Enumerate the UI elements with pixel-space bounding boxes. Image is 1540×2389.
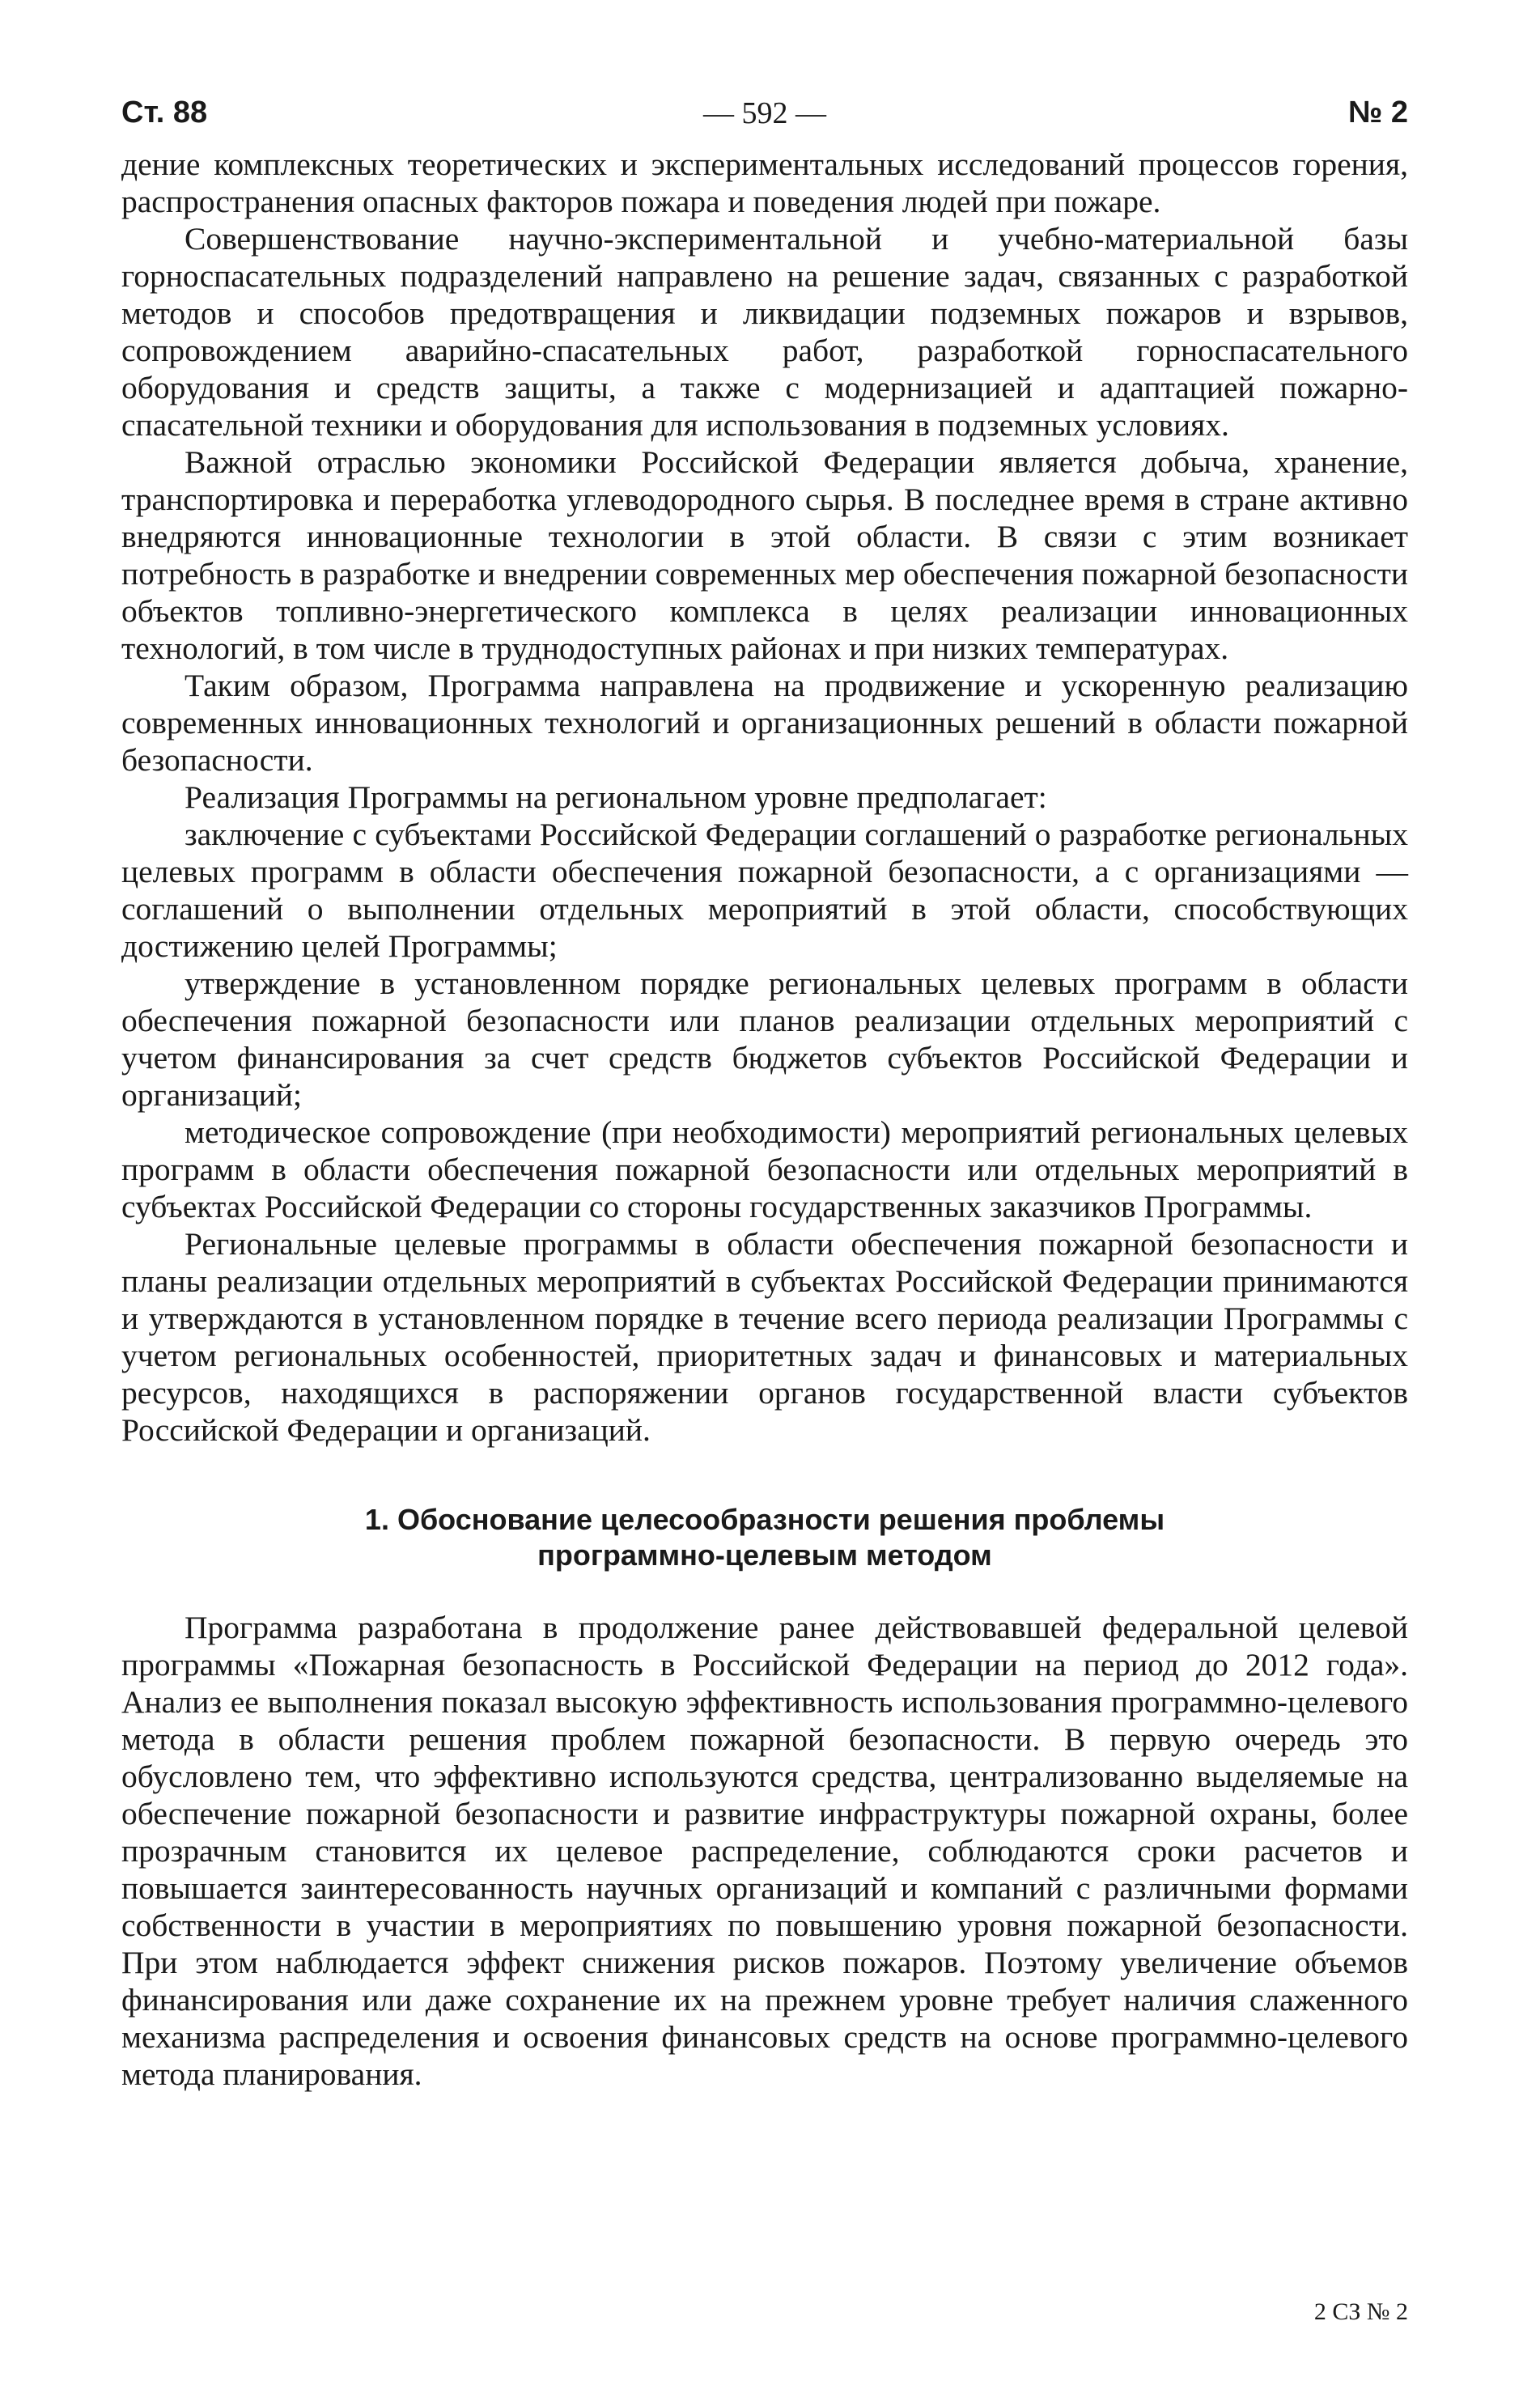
paragraph: дение комплексных теоретических и экспериментальных исследований процессов горения, распространения опасных факторов пожара и поведения людей при пожаре.	[121, 146, 1408, 219]
paragraph: Региональные целевые программы в области обеспечения пожарной безопасности и планы реализации отдельных мероприятий в субъектах Российской Федерации принимаются и утверждаются в установленном порядке в течение всего периода реализации Программы с учетом региональных особенностей, приоритетных задач и финансовых и материальных ресурсов, находящихся в распоряжении органов государственной власти субъектов Российской Федерации и организаций.	[121, 1226, 1408, 1448]
paragraph: Таким образом, Программа направлена на продвижение и ускоренную реализацию современных инновационных технологий и организационных решений в области пожарной безопасности.	[121, 668, 1408, 778]
body-text-top	[121, 146, 1408, 1449]
paragraph: Важной отраслью экономики Российской Федерации является добыча, хранение, транспортировка и переработка углеводородного сырья. В последнее время в стране активно внедряются инновационные технологии в этой области. В связи с этим возникает потребность в разработке и внедрении современных мер обеспечения пожарной безопасности объектов топливно-энергетического комплекса в целях реализации инновационных технологий, в том числе в труднодоступных районах и при низких температурах.	[121, 444, 1408, 666]
article-number: Ст. 88	[121, 95, 208, 129]
section-heading-line: 1. Обоснование целесообразности решения проблемы	[364, 1503, 1165, 1536]
paragraph: Реализация Программы на региональном уровне предполагает:	[185, 779, 1047, 815]
page-number: — 592 —	[703, 96, 826, 130]
body-text-bottom	[121, 1609, 1408, 2093]
issue-number: № 2	[1347, 95, 1408, 129]
list-paragraph: заключение с субъектами Российской Федерации соглашений о разработке региональных целевых программ в области обеспечения пожарной безопасности, а с организациями — соглашений о выполнении отдельных мероприятий в этой области, способствующих достижению целей Программы;	[121, 817, 1408, 964]
paragraph: Совершенствование научно-экспериментальной и учебно-материальной базы горноспасательных подразделений направлено на решение задач, связанных с разработкой методов и способов предотвращения и ликвидации подземных пожаров и взрывов, сопровождением аварийно-спасательных работ, разработкой горноспасательного оборудования и средств защиты, а также с модернизацией и адаптацией пожарно-спасательной техники и оборудования для использования в подземных условиях.	[121, 221, 1408, 443]
signature-mark: 2 СЗ № 2	[1313, 2298, 1408, 2325]
list-paragraph: методическое сопровождение (при необходимости) мероприятий региональных целевых программ в области обеспечения пожарной безопасности или отдельных мероприятий в субъектах Российской Федерации со стороны государственных заказчиков Программы.	[121, 1114, 1408, 1224]
document-page	[121, 95, 1408, 2093]
section-heading-line: программно-целевым методом	[537, 1538, 992, 1572]
paragraph: Программа разработана в продолжение ранее действовавшей федеральной целевой программы «Пожарная безопасность в Российской Федерации на период до 2012 года». Анализ ее выполнения показал высокую эффективность использования программно-целевого метода в области решения проблем пожарной безопасности. В первую очередь это обусловлено тем, что эффективно используются средства, централизованно выделяемые на обеспечение пожарной безопасности и развитие инфраструктуры пожарной охраны, более прозрачным становится их целевое распределение, соблюдаются сроки расчетов и повышается заинтересованность научных организаций и компаний с различными формами собственности в участии в мероприятиях по повышению уровня пожарной безопасности. При этом наблюдается эффект снижения рисков пожаров. Поэтому увеличение объемов финансирования или даже сохранение их на прежнем уровне требует наличия слаженного механизма распределения и освоения финансовых средств на основе программно-целевого метода планирования.	[121, 1610, 1408, 2092]
list-paragraph: утверждение в установленном порядке региональных целевых программ в области обеспечения пожарной безопасности или планов реализации отдельных мероприятий с учетом финансирования за счет средств бюджетов субъектов Российской Федерации и организаций;	[121, 965, 1408, 1113]
section-heading	[121, 1502, 1408, 1573]
page-header	[121, 95, 1408, 146]
